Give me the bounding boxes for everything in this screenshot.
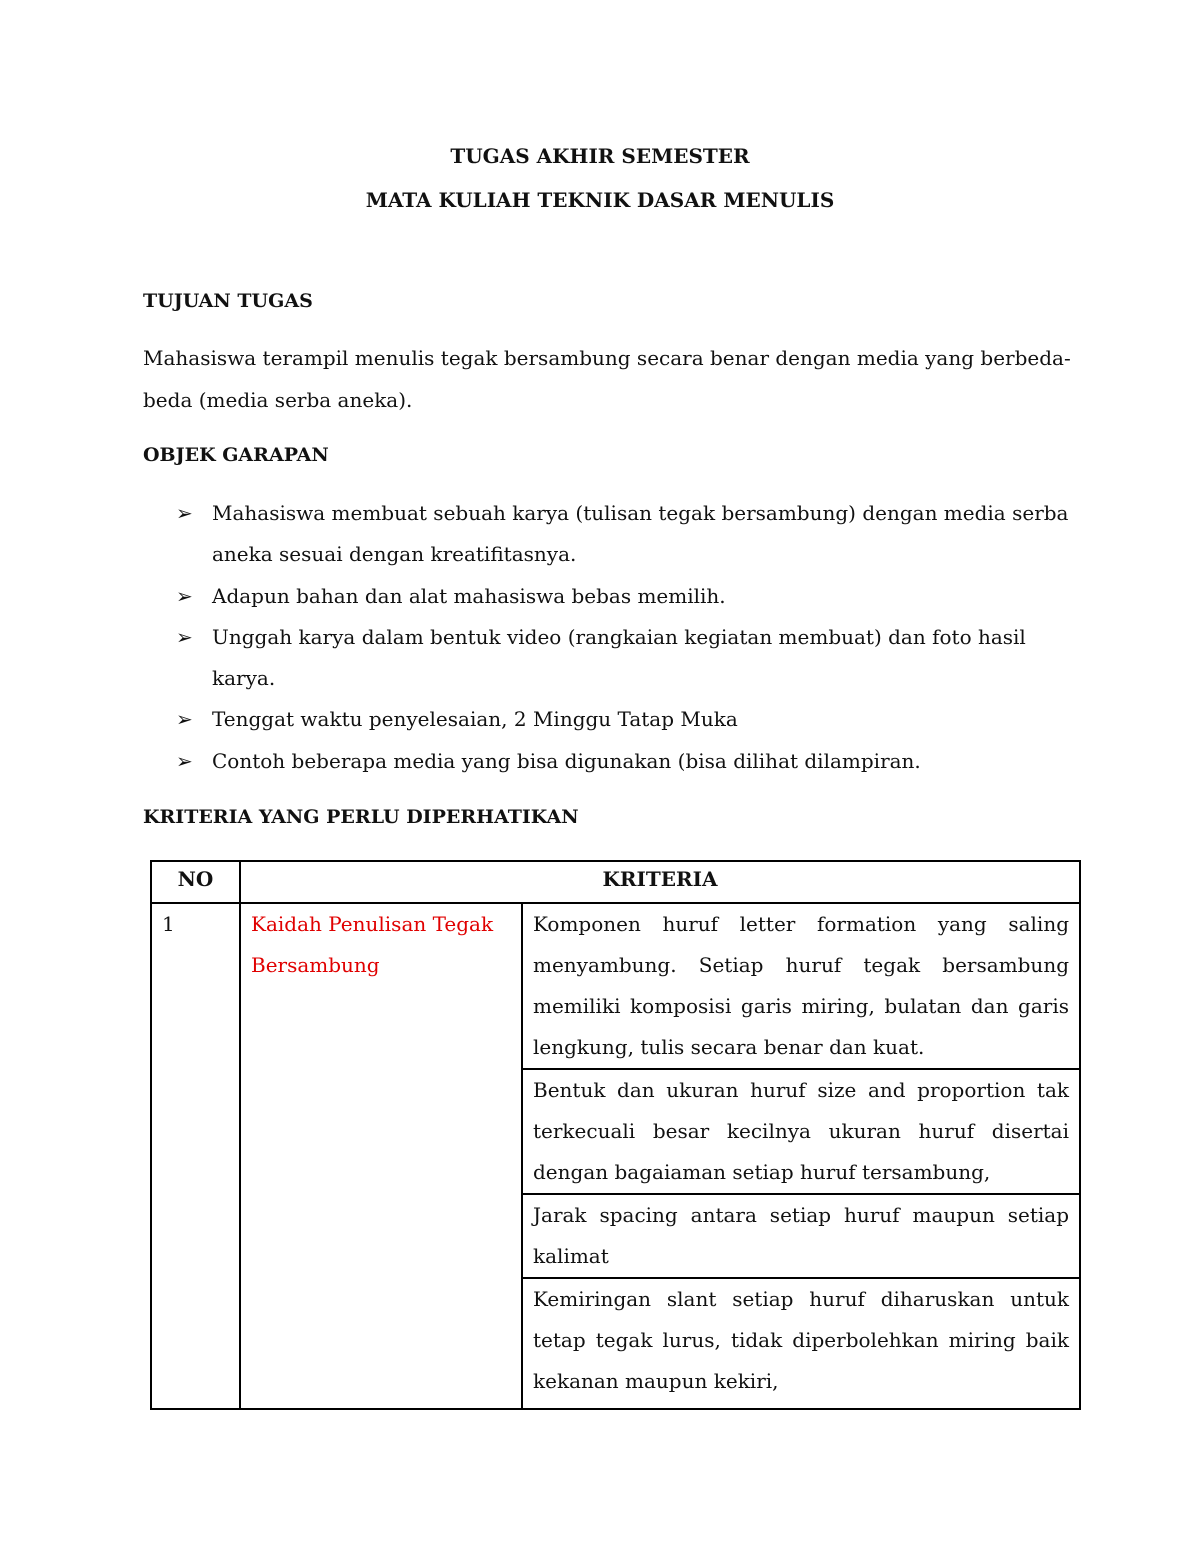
tujuan-text-line: Mahasiswa terampil menulis tegak bersambung secara benar dengan media yang berbeda- — [143, 346, 1071, 370]
table-header-row — [151, 861, 1080, 903]
list-item-continued: karya. — [212, 666, 276, 690]
row-number: 1 — [151, 903, 240, 1409]
arrow-bullet-icon: ➢ — [176, 501, 193, 525]
course-title: MATA KULIAH TEKNIK DASAR MENULIS — [365, 188, 835, 212]
arrow-bullet-icon: ➢ — [176, 707, 193, 731]
document-title: TUGAS AKHIR SEMESTER — [450, 144, 750, 168]
kriteria-table — [150, 860, 1081, 1410]
arrow-bullet-icon: ➢ — [176, 749, 193, 773]
section-heading-tujuan: TUJUAN TUGAS — [143, 290, 313, 312]
criteria-detail: Komponen huruf letter formation yang saling menyambung. Setiap huruf tegak bersambung memiliki komposisi garis miring, bulatan dan garis lengkung, tulis secara benar dan kuat. — [522, 903, 1080, 1069]
arrow-bullet-icon: ➢ — [176, 625, 193, 649]
table-row — [151, 903, 1080, 1069]
column-header-kriteria: KRITERIA — [240, 861, 1080, 903]
section-heading-kriteria: KRITERIA YANG PERLU DIPERHATIKAN — [143, 806, 579, 828]
list-item: Mahasiswa membuat sebuah karya (tulisan tegak bersambung) dengan media serba — [212, 501, 1069, 525]
section-heading-objek: OBJEK GARAPAN — [143, 444, 329, 466]
criteria-aspect: Kaidah Penulisan Tegak Bersambung — [240, 903, 522, 1409]
list-item: Adapun bahan dan alat mahasiswa bebas memilih. — [212, 584, 726, 608]
arrow-bullet-icon: ➢ — [176, 584, 193, 608]
criteria-detail: Kemiringan slant setiap huruf diharuskan untuk tetap tegak lurus, tidak diperbolehkan miring baik kekanan maupun kekiri, — [522, 1278, 1080, 1409]
criteria-detail: Jarak spacing antara setiap huruf maupun setiap kalimat — [522, 1194, 1080, 1278]
column-header-no: NO — [151, 861, 240, 903]
list-item: Unggah karya dalam bentuk video (rangkaian kegiatan membuat) dan foto hasil — [212, 625, 1026, 649]
tujuan-text-line: beda (media serba aneka). — [143, 388, 413, 412]
list-item: Contoh beberapa media yang bisa digunakan (bisa dilihat dilampiran. — [212, 749, 921, 773]
list-item-continued: aneka sesuai dengan kreatifitasnya. — [212, 542, 577, 566]
list-item: Tenggat waktu penyelesaian, 2 Minggu Tatap Muka — [212, 707, 738, 731]
criteria-detail: Bentuk dan ukuran huruf size and proportion tak terkecuali besar kecilnya ukuran huruf disertai dengan bagaiaman setiap huruf tersambung, — [522, 1069, 1080, 1194]
